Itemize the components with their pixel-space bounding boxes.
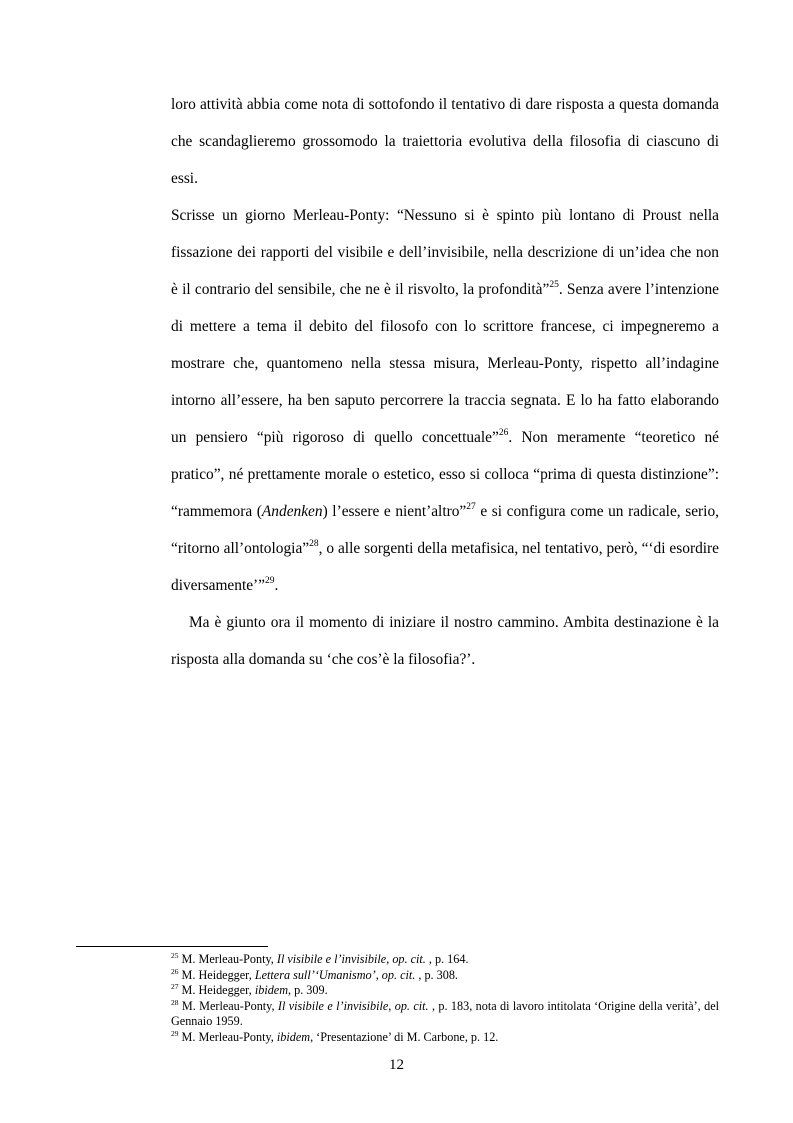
footnote-italic: ibidem: [276, 1029, 311, 1044]
footnote-29: [171, 1030, 719, 1046]
footnote-number: 29: [171, 1028, 179, 1038]
p2-text-c: . Non meramente “teoretico né pratico”, né prettamente morale o estetico, esso si colloca “prima di questa distinzione”: “rammemora (: [171, 429, 719, 520]
footnote-text: ,: [386, 952, 393, 966]
footnote-italic: Il visibile e l’invisibile: [277, 998, 389, 1013]
body-text: [171, 86, 719, 678]
footnote-25: [171, 952, 719, 968]
footnote-number: 25: [171, 951, 179, 960]
footnote-text: ,: [388, 998, 395, 1013]
footnote-ref-29[interactable]: 29: [265, 576, 275, 586]
footnote-ref-25[interactable]: 25: [549, 280, 559, 290]
page-number: 12: [389, 1057, 404, 1073]
footnote-italic: op. cit.: [392, 952, 426, 966]
footnote-ref-27[interactable]: 27: [466, 502, 476, 512]
footnote-text: , ‘Presentazione’ di M. Carbone, p. 12.: [310, 1029, 499, 1044]
paragraph-3-text: Ma è giunto ora il momento di iniziare il nostro cammino. Ambita destinazione è la risposta alla domanda su ‘che cos’è la filosofia?’.: [171, 614, 719, 668]
p2-text-d: ) l’essere e nient’altro”: [322, 503, 467, 520]
footnote-text: , p. 309.: [288, 983, 328, 998]
footnote-italic: Lettera sull’‘Umanismo’: [254, 967, 376, 982]
p2-text-g: .: [274, 577, 279, 594]
footnote-separator: [76, 946, 268, 947]
paragraph-2: [171, 197, 719, 604]
footnote-text: , p. 308.: [415, 967, 458, 982]
footnote-27: [171, 983, 719, 999]
paragraph-1: [171, 86, 719, 197]
p2-text-a: Scrisse un giorno Merleau-Ponty: “Nessuno si è spinto più lontano di Proust nella fissazione dei rapporti del visibile e dell’invisibile, nella descrizione di un’idea che non è il contrario del sensibile, che ne è il risvolto, la profondità”: [171, 207, 719, 298]
footnote-number: 26: [171, 966, 179, 976]
footnote-text: , p. 183, nota di lavoro intitolata ‘Origine della verità’, del Gennaio 1959.: [171, 998, 720, 1029]
footnote-text: M. Merleau-Ponty,: [178, 952, 277, 966]
footnote-28: [171, 999, 719, 1030]
footnote-number: 27: [171, 982, 179, 992]
footnotes: [171, 952, 719, 1046]
footnote-text: , p. 164.: [425, 952, 469, 966]
footnote-ref-26[interactable]: 26: [498, 428, 509, 438]
footnote-italic: ibidem: [254, 983, 289, 998]
p2-text-f: , o alle sorgenti della metafisica, nel tentativo, però, “‘di esordire diversamente’”: [171, 540, 719, 594]
footnote-text: ,: [375, 967, 382, 982]
footnote-text: M. Heidegger,: [178, 983, 255, 998]
footnote-number: 28: [171, 997, 179, 1007]
footnote-ref-28[interactable]: 28: [309, 539, 319, 549]
footnote-text: M. Merleau-Ponty,: [178, 1029, 277, 1044]
p2-text-e: e si configura come un radicale, serio, “ritorno all’ontologia”: [171, 503, 719, 557]
paragraph-1-text: loro attività abbia come nota di sottofondo il tentativo di dare risposta a questa domanda che scandaglieremo grossomodo la traiettoria evolutiva della filosofia di ciascuno di essi.: [171, 96, 719, 187]
p2-text-b: . Senza avere l’intenzione di mettere a tema il debito del filosofo con lo scrittore francese, ci impegneremo a mostrare che, quantomeno nella stessa misura, Merleau-Ponty, rispetto all’indagine intorno all’essere, ha ben saputo percorrere la traccia segnata. E lo ha fatto elaborando un pensiero “più rigoroso di quello concettuale”: [171, 281, 719, 446]
footnote-text: M. Heidegger,: [178, 967, 255, 982]
footnote-26: [171, 968, 719, 984]
paragraph-3: [171, 604, 719, 678]
footnote-italic: Il visibile e l’invisibile: [276, 952, 387, 966]
footnote-text: M. Merleau-Ponty,: [178, 998, 278, 1013]
p2-italic-andenken: Andenken: [261, 503, 323, 520]
footnote-italic: op. cit.: [381, 967, 416, 982]
footnote-italic: op. cit.: [394, 998, 429, 1013]
